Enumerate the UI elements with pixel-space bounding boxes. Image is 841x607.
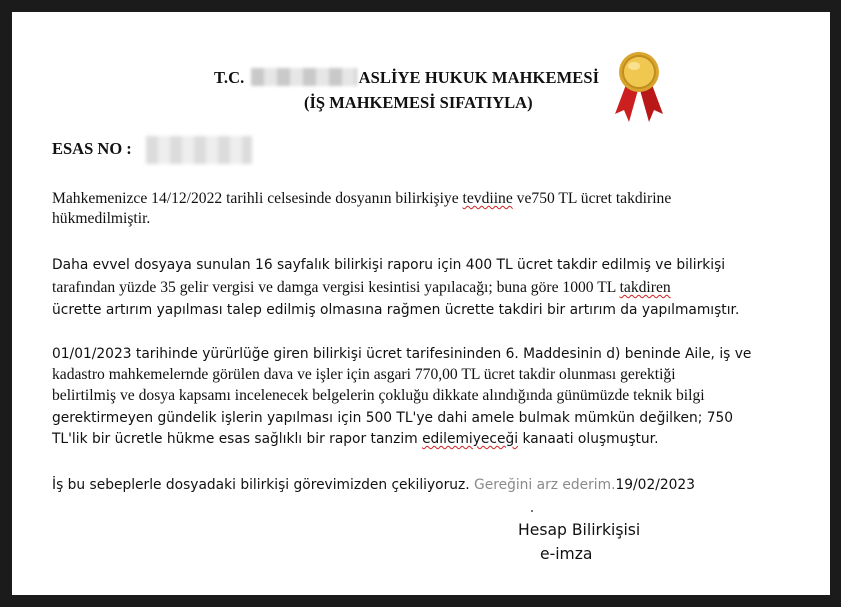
- signature-title: Hesap Bilirkişisi: [518, 521, 641, 539]
- gold-seal-icon: [608, 48, 670, 128]
- paragraph2-line1: Daha evvel dosyaya sunulan 16 sayfalık bilirkişi raporu için 400 TL ücret takdir edilmiş ve bilirkişi: [52, 257, 726, 273]
- paragraph1-line2: hükmedilmiştir.: [52, 210, 151, 227]
- paragraph3-line5: TL'lik bir ücretle hükme esas sağlıklı bir rapor tanzim edilemiyeceği kanaati oluşmuştur.: [52, 431, 659, 447]
- paragraph4-line1: İş bu sebeplerle dosyadaki bilirkişi görevimizden çekiliyoruz. Gereğini arz ederim.19/02/2023: [52, 477, 695, 493]
- paragraph3-line2: kadastro mahkemelernde görülen dava ve işler için asgari 770,00 TL ücret takdir olunması gerektiği: [52, 366, 676, 383]
- paragraph2-line3: ücrette artırım yapılması talep edilmiş olmasına rağmen ücrette takdiri bir artırım da yapılmamıştır.: [52, 302, 740, 318]
- paragraph3-line4: gerektirmeyen gündelik işlerin yapılması için 500 TL'ye dahi amele bulmak mümkün değilken; 750: [52, 410, 734, 426]
- paragraph3-line3: belirtilmiş ve dosya kapsamı incelenecek belgelerin çokluğu dikkate alındığında günümüzde teknik bilgi: [52, 387, 705, 404]
- document-page: [12, 12, 830, 595]
- court-title-suffix: ASLİYE HUKUK MAHKEMESİ: [358, 68, 600, 87]
- court-title-prefix: T.C.: [214, 68, 245, 87]
- case-number-label: ESAS NO :: [52, 139, 132, 158]
- court-subtitle: (İŞ MAHKEMESİ SIFATIYLA): [304, 93, 533, 112]
- redacted-court-name: [251, 68, 357, 86]
- signature-method: e-imza: [540, 545, 593, 563]
- ink-speck: [531, 510, 533, 512]
- redacted-case-number: [146, 136, 252, 164]
- court-title: [214, 68, 599, 88]
- paragraph2-line2: tarafından yüzde 35 gelir vergisi ve damga vergisi kesintisi yapılacağı; buna göre 1000 TL takdiren: [52, 279, 671, 296]
- paragraph3-line1: 01/01/2023 tarihinde yürürlüğe giren bilirkişi ücret tarifesininden 6. Maddesinin d) beninde Aile, iş ve: [52, 346, 752, 362]
- paragraph1-line1: Mahkemenizce 14/12/2022 tarihli celsesinde dosyanın bilirkişiye tevdiine ve750 TL ücret takdirine: [52, 190, 672, 207]
